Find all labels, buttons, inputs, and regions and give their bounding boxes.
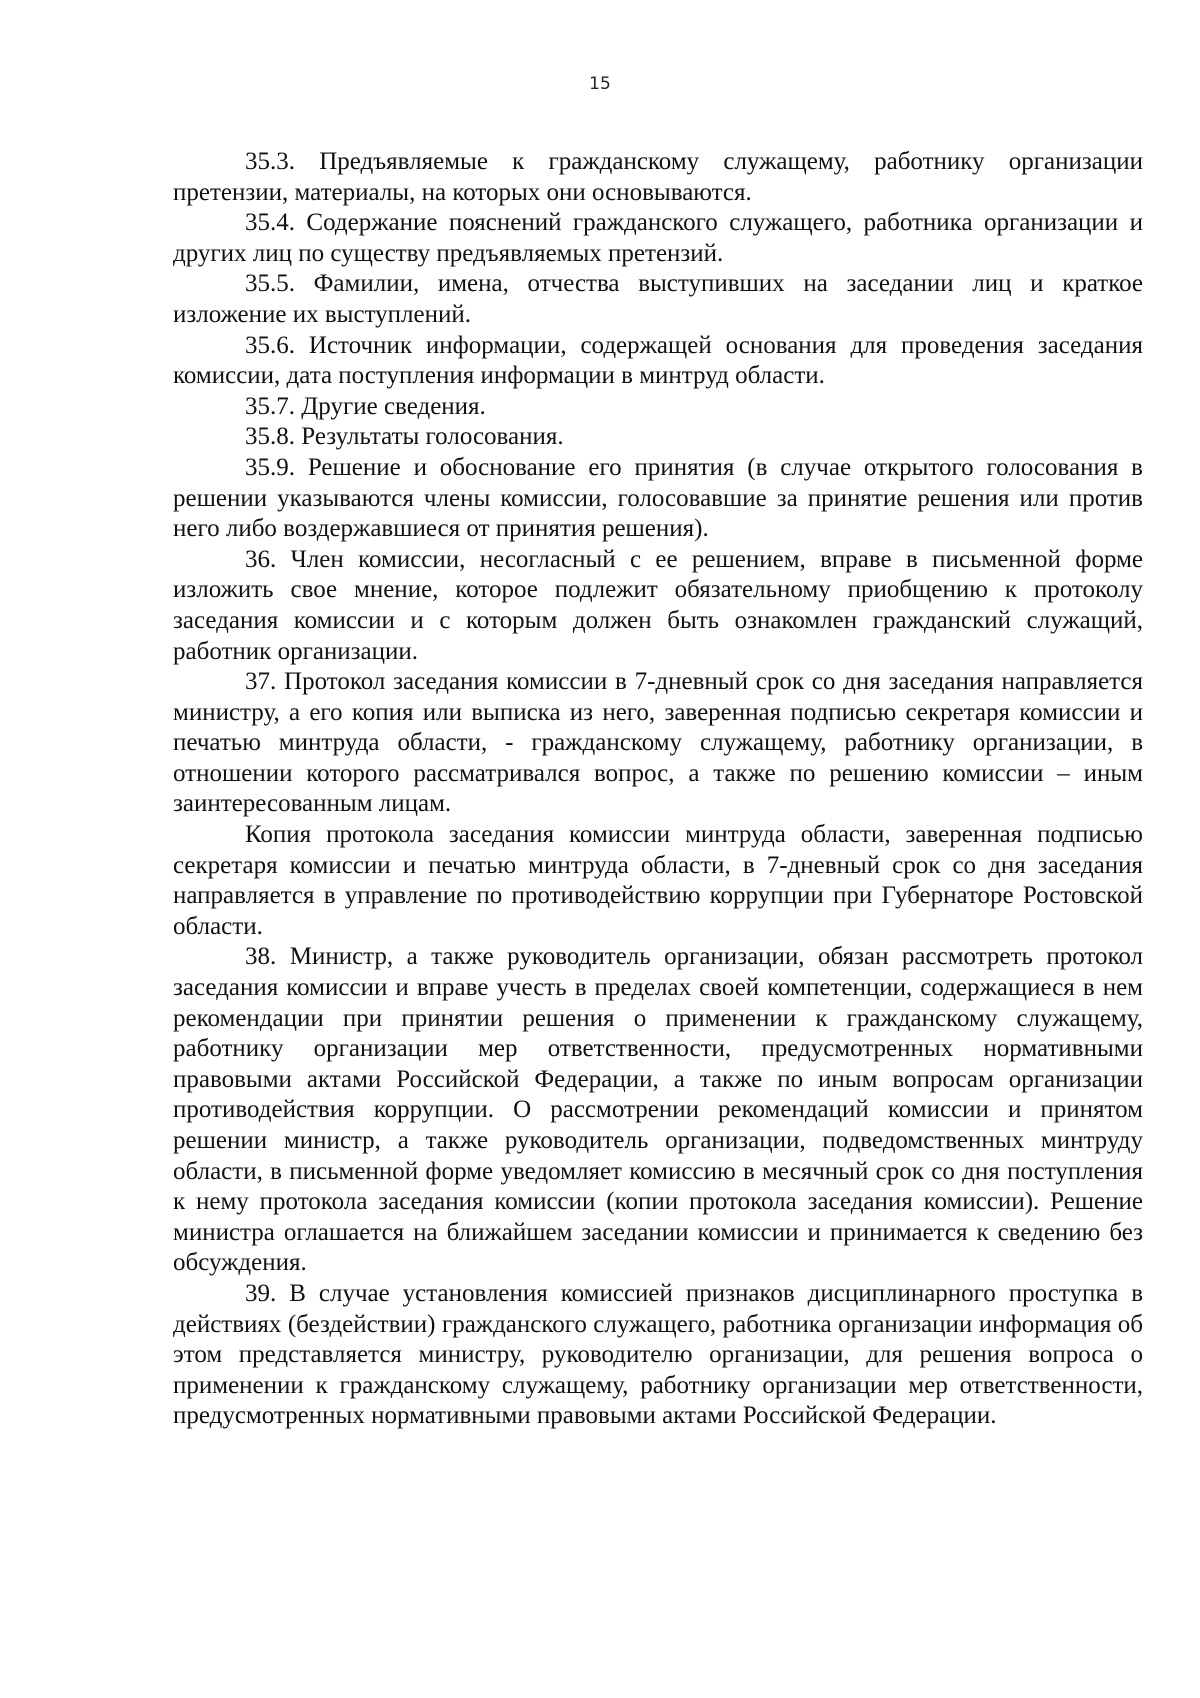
paragraph-35-6: 35.6. Источник информации, содержащей основания для проведения заседания комиссии, дата поступления информации в минтруд области. — [173, 331, 1143, 390]
page-number: 15 — [589, 74, 611, 94]
paragraph-35-9: 35.9. Решение и обоснование его принятия (в случае открытого голосования в решении указываются члены комиссии, голосовавшие за принятие решения или против него либо воздержавшиеся от принятия решения). — [173, 453, 1143, 543]
paragraph-35-5: 35.5. Фамилии, имена, отчества выступивших на заседании лиц и краткое изложение их выступлений. — [173, 270, 1143, 328]
paragraph-35-8: 35.8. Результаты голосования. — [245, 423, 564, 451]
paragraph-38: 38. Министр, а также руководитель организации, обязан рассмотреть протокол заседания комиссии и вправе учесть в пределах своей компетенции, содержащиеся в нем рекомендации при принятии решения о применении к гражданскому служащему, работнику организации мер ответственности, предусмотренных нормативными правовыми актами Российской Федерации, а также по иным вопросам организации противодействия коррупции. О рассмотрении рекомендаций комиссии и принятом решении министр, а также руководитель организации, подведомственных минтруду области, в письменной форме уведомляет комиссию в месячный срок со дня поступления к нему протокола заседания комиссии (копии протокола заседания комиссии). Решение министра оглашается на ближайшем заседании комиссии и принимается к сведению без обсуждения. — [173, 943, 1143, 1277]
paragraph-39: 39. В случае установления комиссией признаков дисциплинарного проступка в действиях (бездействии) гражданского служащего, работника организации информация об этом представляется министру, руководителю организации, для решения вопроса о применении к гражданскому служащему, работнику организации мер ответственности, предусмотренных нормативными правовыми актами Российской Федерации. — [173, 1279, 1143, 1430]
paragraph-35-7: 35.7. Другие сведения. — [245, 392, 486, 420]
paragraph-35-4: 35.4. Содержание пояснений гражданского служащего, работника организации и других лиц по существу предъявляемых претензий. — [173, 209, 1143, 267]
paragraph-35-3: 35.3. Предъявляемые к гражданскому служащему, работнику организации претензии, материалы, на которых они основываются. — [173, 148, 1143, 206]
paragraph-37: 37. Протокол заседания комиссии в 7-дневный срок со дня заседания направляется министру, а его копия или выписка из него, заверенная подписью секретаря комиссии и печатью минтруда области, - гражданскому служащему, работнику организации, в отношении которого рассматривался вопрос, а также по решению комиссии – иным заинтересованным лицам. — [173, 668, 1143, 818]
document-body — [173, 147, 1143, 1432]
paragraph-36: 36. Член комиссии, несогласный с ее решением, вправе в письменной форме изложить свое мнение, которое подлежит обязательному приобщению к протоколу заседания комиссии и с которым должен быть ознакомлен гражданский служащий, работник организации. — [173, 545, 1143, 665]
paragraph-37-copy: Копия протокола заседания комиссии минтруда области, заверенная подписью секретаря комиссии и печатью минтруда области, в 7-дневный срок со дня заседания направляется в управление по противодействию коррупции при Губернаторе Ростовской области. — [173, 821, 1143, 940]
